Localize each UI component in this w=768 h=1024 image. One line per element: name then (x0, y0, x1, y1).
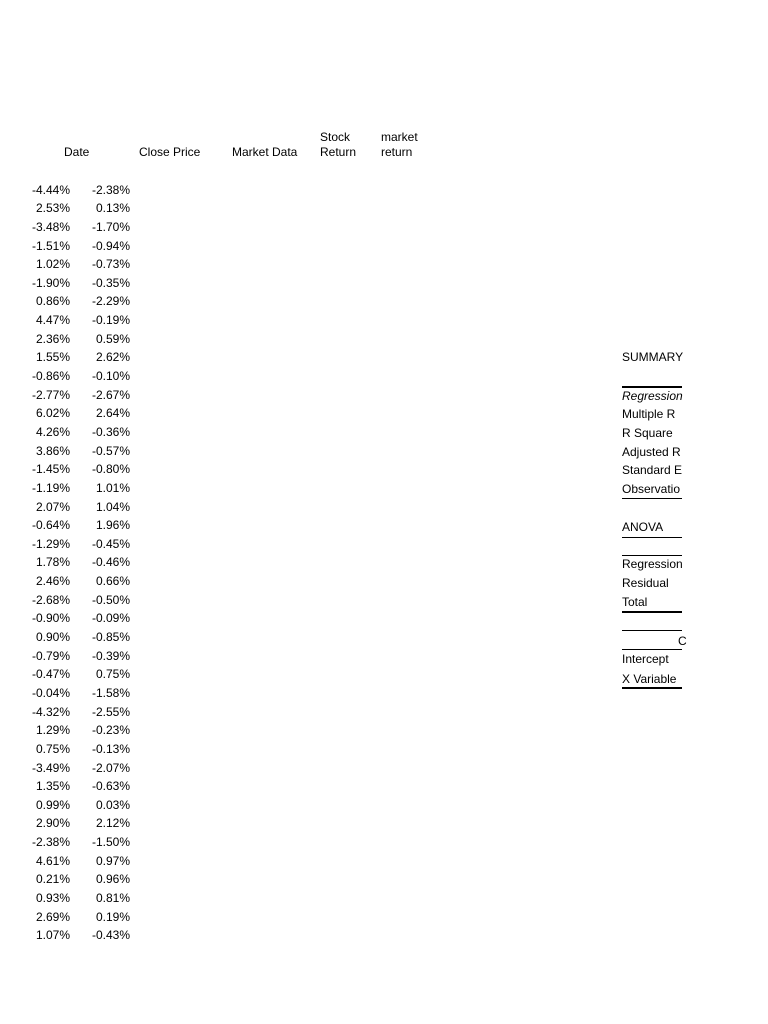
cell-market-return: 0.75% (95, 667, 130, 682)
cell-stock-return: -3.48% (31, 219, 70, 234)
cell-stock-return: 1.35% (35, 779, 70, 794)
label-standard-error: Standard E (622, 463, 683, 477)
table-row (0, 796, 460, 815)
table-row (0, 404, 460, 423)
cell-market-return: -0.80% (91, 462, 130, 477)
cell-market-return: 2.12% (95, 816, 130, 831)
table-row (0, 591, 460, 610)
cell-stock-return: 4.47% (35, 313, 70, 328)
cell-market-return: -0.94% (91, 238, 130, 253)
summary-output-panel (622, 340, 687, 700)
cell-stock-return: 0.90% (35, 630, 70, 645)
cell-market-return: -0.57% (91, 443, 130, 458)
cell-stock-return: 0.86% (35, 294, 70, 309)
table-row (0, 479, 460, 498)
cell-stock-return: -0.90% (31, 611, 70, 626)
cell-market-return: -0.09% (91, 611, 130, 626)
cell-stock-return: -4.32% (31, 704, 70, 719)
cell-market-return: -0.43% (91, 928, 130, 943)
cell-stock-return: -1.90% (31, 275, 70, 290)
cell-market-return: -0.35% (91, 275, 130, 290)
table-row (0, 181, 460, 200)
cell-market-return: -0.45% (91, 536, 130, 551)
label-regression: Regression (622, 557, 683, 571)
cell-stock-return: 1.55% (35, 350, 70, 365)
cell-market-return: -0.73% (91, 257, 130, 272)
label-residual: Residual (622, 576, 669, 590)
table-row (0, 572, 460, 591)
table-row (0, 553, 460, 572)
table-row (0, 442, 460, 461)
cell-stock-return: 2.07% (35, 499, 70, 514)
coef-top-rule (622, 630, 682, 631)
header-date: Date (64, 145, 90, 159)
table-row (0, 367, 460, 386)
cell-stock-return: 0.75% (35, 741, 70, 756)
cell-stock-return: -2.68% (31, 592, 70, 607)
label-total: Total (622, 595, 648, 609)
cell-stock-return: 0.99% (35, 797, 70, 812)
table-row (0, 833, 460, 852)
label-observations: Observatio (622, 482, 681, 496)
table-row (0, 199, 460, 218)
table-row (0, 460, 460, 479)
table-row (0, 759, 460, 778)
table-row (0, 647, 460, 666)
table-row (0, 498, 460, 517)
regression-stats-header: Regression (622, 389, 683, 403)
cell-market-return: -0.10% (91, 369, 130, 384)
coef-bottom-rule (622, 687, 682, 689)
header-close-price: Close Price (139, 145, 201, 159)
cell-stock-return: -3.49% (31, 760, 70, 775)
cell-market-return: 1.96% (95, 518, 130, 533)
label-multiple-r: Multiple R (622, 407, 676, 421)
cell-stock-return: -0.79% (31, 648, 70, 663)
cell-stock-return: 6.02% (35, 406, 70, 421)
cell-market-return: -0.85% (91, 630, 130, 645)
table-row (0, 870, 460, 889)
table-row (0, 274, 460, 293)
cell-stock-return: -0.04% (31, 685, 70, 700)
cell-market-return: -0.50% (91, 592, 130, 607)
label-adjusted-r: Adjusted R (622, 445, 681, 459)
cell-market-return: 0.96% (95, 872, 130, 887)
coef-header-fragment: C (678, 634, 687, 648)
table-row (0, 703, 460, 722)
cell-market-return: -2.07% (91, 760, 130, 775)
cell-market-return: -0.23% (91, 723, 130, 738)
table-row (0, 535, 460, 554)
header-stock-return-line2: Return (320, 145, 357, 159)
table-row (0, 889, 460, 908)
cell-market-return: 0.59% (95, 331, 130, 346)
table-row (0, 628, 460, 647)
table-row (0, 609, 460, 628)
cell-market-return: -0.63% (91, 779, 130, 794)
summary-title: SUMMARY (622, 350, 684, 364)
cell-stock-return: 2.36% (35, 331, 70, 346)
table-row (0, 926, 460, 945)
cell-market-return: -0.19% (91, 313, 130, 328)
cell-market-return: 0.97% (95, 853, 130, 868)
cell-stock-return: 2.53% (35, 201, 70, 216)
cell-market-return: -2.29% (91, 294, 130, 309)
cell-stock-return: 0.21% (35, 872, 70, 887)
table-row (0, 684, 460, 703)
cell-stock-return: -1.29% (31, 536, 70, 551)
cell-stock-return: 4.61% (35, 853, 70, 868)
cell-stock-return: 1.02% (35, 257, 70, 272)
cell-market-return: 0.66% (95, 574, 130, 589)
cell-stock-return: -1.45% (31, 462, 70, 477)
cell-stock-return: -2.38% (31, 835, 70, 850)
header-stock-return-line1: Stock (320, 130, 351, 144)
table-row (0, 777, 460, 796)
label-x-variable: X Variable (622, 672, 677, 686)
cell-market-return: -1.58% (91, 685, 130, 700)
header-market-return-line2: return (381, 145, 413, 159)
cell-market-return: -0.13% (91, 741, 130, 756)
header-market-return (381, 130, 418, 160)
anova-title: ANOVA (622, 520, 664, 534)
anova-top-rule (622, 537, 682, 538)
cell-market-return: 0.03% (95, 797, 130, 812)
cell-market-return: -0.46% (91, 555, 130, 570)
table-row (0, 516, 460, 535)
table-row (0, 255, 460, 274)
coef-header-rule (622, 649, 682, 650)
cell-stock-return: 1.07% (35, 928, 70, 943)
cell-market-return: 1.04% (95, 499, 130, 514)
cell-market-return: -1.70% (91, 219, 130, 234)
table-row (0, 292, 460, 311)
cell-market-return: -0.39% (91, 648, 130, 663)
header-stock-return (320, 130, 356, 160)
table-row (0, 665, 460, 684)
header-market-data: Market Data (232, 145, 298, 159)
cell-stock-return: -0.86% (31, 369, 70, 384)
cell-market-return: -0.36% (91, 424, 130, 439)
cell-stock-return: 2.46% (35, 574, 70, 589)
cell-stock-return: -1.51% (31, 238, 70, 253)
cell-stock-return: 4.26% (35, 424, 70, 439)
table-row (0, 311, 460, 330)
table-row (0, 162, 460, 181)
cell-market-return: 0.19% (95, 909, 130, 924)
cell-stock-return: 0.93% (35, 890, 70, 905)
cell-market-return: -2.67% (91, 387, 130, 402)
cell-stock-return: 3.86% (35, 443, 70, 458)
table-row (0, 814, 460, 833)
cell-stock-return: -4.44% (31, 182, 70, 197)
cell-stock-return: 2.90% (35, 816, 70, 831)
cell-stock-return: 1.78% (35, 555, 70, 570)
cell-market-return: 1.01% (95, 480, 130, 495)
label-r-square: R Square (622, 426, 673, 440)
cell-stock-return: -0.47% (31, 667, 70, 682)
table-row (0, 330, 460, 349)
cell-market-return: 0.13% (95, 201, 130, 216)
cell-stock-return: 1.29% (35, 723, 70, 738)
table-row (0, 386, 460, 405)
cell-stock-return: -1.19% (31, 480, 70, 495)
table-row (0, 348, 460, 367)
table-row (0, 721, 460, 740)
anova-bottom-rule (622, 611, 682, 613)
table-row (0, 908, 460, 927)
cell-market-return: -1.50% (91, 835, 130, 850)
cell-stock-return: 2.69% (35, 909, 70, 924)
cell-stock-return: -2.77% (31, 387, 70, 402)
table-row (0, 740, 460, 759)
table-row (0, 237, 460, 256)
label-intercept: Intercept (622, 652, 669, 666)
table-row (0, 423, 460, 442)
cell-market-return: 2.64% (95, 406, 130, 421)
cell-market-return: 0.81% (95, 890, 130, 905)
data-table-body (0, 162, 460, 945)
table-row (0, 852, 460, 871)
table-row (0, 218, 460, 237)
cell-stock-return: -0.64% (31, 518, 70, 533)
cell-market-return: -2.38% (91, 182, 130, 197)
stats-bottom-rule (622, 498, 682, 499)
cell-market-return: -2.55% (91, 704, 130, 719)
cell-market-return: 2.62% (95, 350, 130, 365)
header-market-return-line1: market (381, 130, 418, 144)
